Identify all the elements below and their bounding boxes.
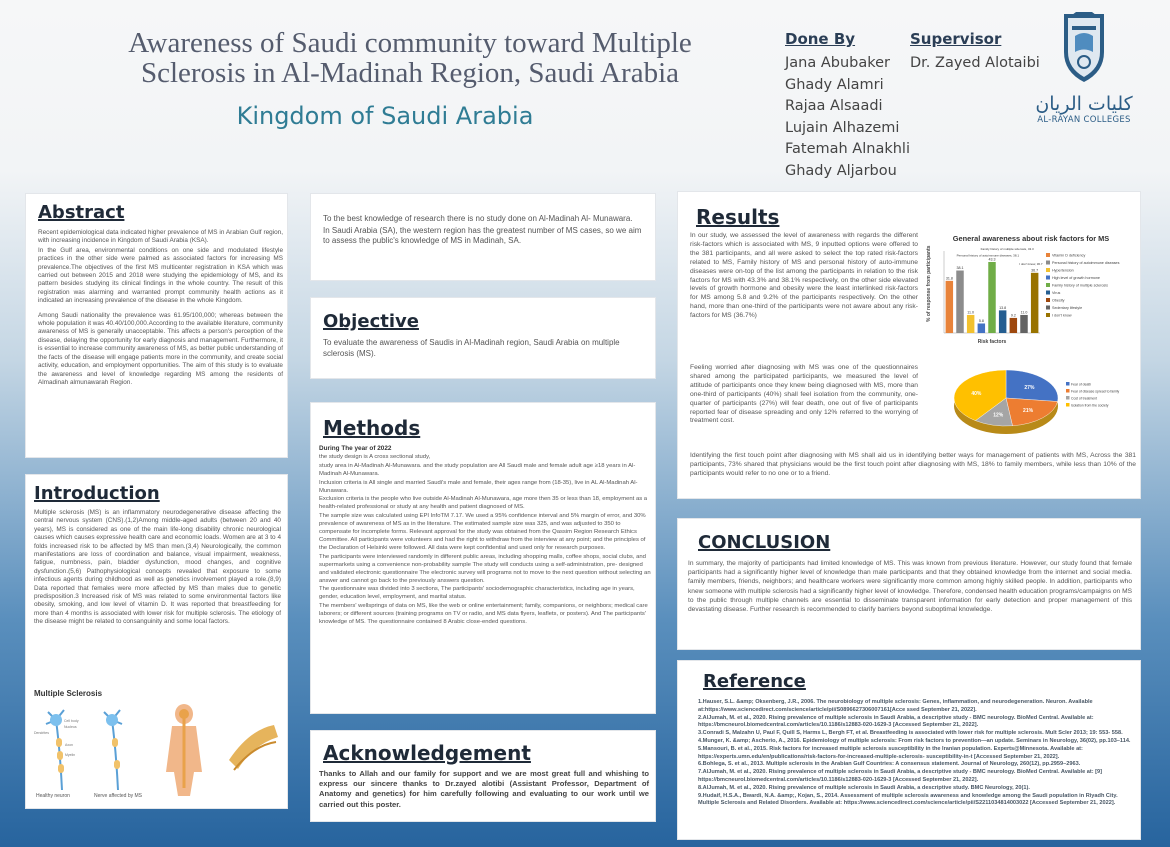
bar-annotation: I don't know, 36.7 bbox=[1019, 261, 1043, 266]
reference-item: 7.AlJumah, M. et al., 2020. Rising prevalence of multiple sclerosis in Saudi Arabia, a descriptive study - BMC neurology. BioMed Central. Available at: [9] https://bmcneurol.biomedcentral.com/articles/10.1186/s12883-020-1629-3 [Accessed September 21, 2022]. bbox=[698, 769, 1102, 783]
college-logo bbox=[1028, 8, 1140, 133]
reference-item: 3.Conradi S, Malzahn U, Paul F, Quill S, Harms L, Bergh FT, et al. Breastfeeding is associated with lower risk for multiple sclerosis. Mult Scler 2013; 19: 553- 558. bbox=[698, 730, 1123, 737]
results-heading: Results bbox=[696, 205, 780, 229]
bar bbox=[1010, 318, 1017, 333]
bar-value-label: 9.2 bbox=[1010, 313, 1016, 318]
legend-swatch bbox=[1046, 276, 1050, 280]
legend-swatch bbox=[1066, 403, 1070, 407]
bar bbox=[956, 271, 963, 333]
legend-swatch bbox=[1046, 306, 1050, 310]
worry-pie-chart bbox=[926, 362, 1138, 444]
bar bbox=[988, 262, 995, 333]
introduction-panel bbox=[25, 474, 288, 809]
methods-text: During The year of 2022 the study design is A cross sectional study, study area in Al-Madinah Al-Munawara. and the study population are All Saudi male and female adult age ≥18 years in Al-Madinah Al-Munawara. Inclusion criteria is All single and married Saudi's male and female, their ages range from (18-35), live in AL Al-Madinah Al-Munawara. Exclusion criteria is the people who live outside Al-Madinah Al-Munawara, age more then 35 or less than 18, employment as a health-related professional or study at any health and patient diagnosed of MS. The sample size was calculated using EPI InfoTM 7.17. We used a 95% confidence interval and 5% margin of error, and 30% prevalence of awareness of MS as in the literature. The estimated sample size was 325, and was adjusted to 350 to compensate for incomplete forms. Relevant approval for the study was obtained from the Qassim Region Research Ethics Committee. All participants were volunteers and had the right to withdraw from the interview at any point; and the principles of the Declaration of Helsinki were followed. All data were kept confidential and used only for research purposes. The participants were interviewed randomly in different public areas, including shopping malls, coffee shops, social clubs, and supermarkets using a convenience non-probability sample The study will conducts using a self-administration, pre- designed and validated electronic questionnaire The electronic survey will programs not to move to the next question without selecting an answer and cannot go back to the previously answers question. The questionnaire was divided into 3 sections, The participants' sociodemographic characteristics, including age in years, gender, education level, employment, and marital status. The members' wellsprings of data on MS, like the web or online entertainment; family, companions, or neighbors; medical care laborers; or different sources (training programs on TV or radio, and MS data flyers, leaflets, or posters). And The participants' knowledge of MS. The questionnaire contained 8 Arabic close-ended questions. bbox=[319, 445, 651, 626]
bar-value-label: 31.8 bbox=[945, 276, 953, 281]
reference-list bbox=[698, 699, 1134, 808]
reference-item: 6.Bohlega, S. et al., 2013. Multiple sclerosis in the Arabian Gulf Countries: A consensus statement. Journal of Neurology, 260(12), pp.2959–2963. bbox=[698, 761, 1081, 768]
acknowledgement-heading: Acknowledgement bbox=[323, 741, 531, 765]
fig-label-affected: Nerve affected by MS bbox=[94, 793, 142, 799]
results-text-2: Feeling worried after diagnosing with MS was one of the questionnaires shared among the participated participants, we measured the level of attitude of participants once they knew being diagnosed with MS, more than one-third of participants (40%) shall feel isolation from the community, one-quarter of participants (27%) will fear death, one out of five of participants reported fear of disease spreading and only 12% referred to the worrying of treatment cost. bbox=[690, 364, 918, 425]
results-text-3: Identifying the first touch point after diagnosing with MS shall aid us in identifying better ways for management of patients with MS, Across the 381 participants, 73% shared that physicians would be the first touch point after diagnosing with MS, 18% to family members, while less than 10% of the participants would refer to no one or to a friend. bbox=[690, 452, 1136, 477]
legend-swatch bbox=[1066, 396, 1070, 400]
legend-swatch bbox=[1046, 261, 1050, 265]
abstract-text: Recent epidemiological data indicated higher prevalence of MS in Arabian Gulf region, with increasing incidence in Kingdom of Saudi Arabia (KSA). In the Gulf area, environmental conditions on one side and modulated lifestyle practices in the other side were palmed as associated factors for increasing MS prevalence.The objectives of the first MS multicenter registration in KSA which was carried out between 2015 and 2018 were studying the epidemiology of MS, and its pattern besides studying its clinical findings in the whole country. The result of this registration was alarming and warranted prompt community health actions as it indicated an increasing prevalence of the disease in the whole Kingdom. Among Saudi nationality the prevalence was 61.95/100,000; whereas between the whole population it was 40.40/100,000.According to the available literature, community awareness of MS is generally unacceptable. This affects a person's perception of the disease, delaying the opportunity for early diagnosis and management. Furthermore, it is essential to increase community awareness of MS, as better public understanding of the facts of the disease will engage patients more in the community, and create social activity, education, and employment opportunities. The aim of this study is to evaluate the awareness and level of knowledge regarding MS among the residents of Almadinah almunawarah Region. bbox=[38, 229, 283, 386]
legend-label: Vitamin D deficiency bbox=[1052, 253, 1086, 258]
bar-value-label: 11.0 bbox=[967, 310, 975, 315]
risk-factors-bar-chart bbox=[922, 245, 1140, 357]
introduction-text: Multiple sclerosis (MS) is an inflammatory neurodegenerative disease affecting the central nervous system (CNS).(1,2)Among middle-aged adults (between 20 and 40 years), MS is considered as one of the main life-long disability chronic neurological causes which causes expressive health care and economic loads. Women are at 3 to 4 folds increased risk to be affected by MS than men.(3,4) Neurologically, the common manifestations are loss of coordination and balance, visual impairment, weakness, fatigue, numbness, pain, bladder dysfunction, mood changes, and cognitive dysfunction.(5,6) Pathophysiological concepts revealed that exposure to some infectious agents during childhood as well as genetics involvement played a role.(8,9) Data reported that females were more affected by MS than males due to genetic predisposition.3 Increased risk of MS was related to some environmental factors like obesity, smoking, and low level of vitamin D. It was reported that breastfeeding for more than 4 months is associated with lower risk for multiple sclerosis. The etiology of the disease might be related to consanguinity and some local factors. bbox=[34, 509, 281, 626]
objective-heading: Objective bbox=[323, 311, 419, 332]
x-axis-label: Risk factors bbox=[977, 339, 1007, 345]
poster-title: Awareness of Saudi community toward Multiple Sclerosis in Al-Madinah Region, Saudi Arabia bbox=[128, 27, 692, 89]
authors-list bbox=[785, 53, 910, 182]
legend-label: Sedentary lifestyle bbox=[1052, 306, 1083, 311]
supervisor-block bbox=[910, 30, 1040, 75]
author-name: Ghady Alamri bbox=[785, 76, 884, 93]
conclusion-text: In summary, the majority of participants had limited knowledge of MS. This was known from previous literature. However, our study found that female participants had a significantly higher level of knowledge than male participants and that they obtained knowledge from the internet and social media. family members, friends, neighbors; and healthcare workers were significantly more common among highly skilled people. In addition, participants who knew someone with multiple sclerosis had a significantly higher level of knowledge. Therefore, condensed health education programs/campaigns on MS to the public through multiple channels are essential to disseminate transparent information for early detection and proper management of this devastating disease. Further research is recommended to clarify barriers beyond suboptimal knowledge. bbox=[688, 560, 1132, 614]
logo-arabic-text: كليات الريان bbox=[1035, 93, 1133, 115]
bar-value-label: 38.1 bbox=[956, 266, 964, 271]
legend-label: Isolation from the society bbox=[1071, 403, 1109, 408]
reference-item: 9.Hudaif, H.S.A., Bwardi, N.A. &amp;, Kojan, S., 2014. Assessment of multiple sclerosis awareness and knowledge among the Saudi population in Riyadh City. Multiple Sclerosis and Related Disorders. Available at: https://www.sciencedirect.com/science/article/pii/S2211034814003022 [Accessed September 21, 2022]. bbox=[698, 792, 1118, 807]
supervisor-name: Dr. Zayed Alotaibi bbox=[910, 55, 1040, 71]
legend-swatch bbox=[1046, 283, 1050, 287]
legend-label: High level of growth hormone bbox=[1052, 276, 1100, 281]
legend-swatch bbox=[1066, 389, 1070, 393]
legend-swatch bbox=[1046, 253, 1050, 257]
bar bbox=[967, 315, 974, 333]
legend-label: Fear of death bbox=[1071, 382, 1092, 387]
bar bbox=[946, 281, 953, 333]
done-by-heading: Done By bbox=[785, 30, 856, 48]
introduction-heading: Introduction bbox=[34, 483, 160, 504]
legend-label: Personal history of autoimmune diseases bbox=[1052, 261, 1120, 266]
svg-text:Dendrites: Dendrites bbox=[34, 731, 49, 735]
author-name: Jana Abubaker bbox=[785, 55, 891, 71]
abstract-panel bbox=[25, 193, 288, 458]
college-shield-icon bbox=[1028, 8, 1140, 88]
supervisor-heading: Supervisor bbox=[910, 30, 1002, 48]
results-text-1: In our study, we assessed the level of awareness with regards the different risk-factors which is associated with MS, 9 inputted options were offered to the 381 participants, and all were asked to select the top rated risk-factors related to MS, Family history of MS and personal history of auto-immune diseases were on-top of the list among the participants in relation to the risk factors for MS with 43.3% and 38.1% respectively, on the other side elevated levels of growth hormone and obesity were the least interlinked risk-factors for MS among 5.8 and 9.2% of the participants respectively. On the other hand, more than one-third of the participants were not aware about any risk-factors for MS (36.7%) bbox=[690, 232, 918, 320]
y-axis-label: % of response from participants bbox=[926, 245, 932, 322]
reference-item: 4.Munger, K. &amp; Ascherio, A., 2016. Epidemiology of multiple sclerosis: From risk factors to prevention—an update. Seminars in Neurology, 36(02), pp.103–114. bbox=[698, 737, 1131, 744]
objective-text: To evaluate the awareness of Saudis in Al-Madinah region, Saudi Arabia on multiple sclerosis (MS). bbox=[323, 338, 620, 358]
svg-text:Axon: Axon bbox=[65, 743, 73, 747]
methods-heading: Methods bbox=[323, 416, 421, 440]
bar-value-label: 5.8 bbox=[978, 318, 984, 323]
author-name: Fatemah Alnakhli bbox=[785, 141, 910, 157]
legend-swatch bbox=[1046, 291, 1050, 295]
acknowledgement-text: Thanks to Allah and our family for support and we are most great full and whishing to express our sincere thanks to Dr.zayed alotibi (Assistant Professor, Department of Anatomy and genetics) for him carefully following and evaluating to our work until we carried out this poster. bbox=[319, 769, 649, 809]
legend-label: Hypertension bbox=[1052, 268, 1074, 273]
bar bbox=[1020, 315, 1027, 333]
pie-label: 21% bbox=[1023, 407, 1034, 414]
figure-title: Multiple Sclerosis bbox=[34, 689, 103, 698]
reference-item: 1.Hauser, S.L. &amp; Oksenberg, J.R., 2006. The neurobiology of multiple sclerosis: Genes, inflammation, and neurodegeneration. Neuron. Available at:https://www.sciencedirect.com/science/article/pii/S0896627306007161[Acce ssed September 21, 2022]. bbox=[698, 699, 1093, 713]
bar bbox=[978, 323, 985, 333]
legend-swatch bbox=[1046, 298, 1050, 302]
reference-item: 2.AlJumah, M. et al., 2020. Rising prevalence of multiple sclerosis in Saudi Arabia, a descriptive study - BMC neurology. BioMed Central. Available at: https://bmcneurol.biomedcentral.com/articles/10.1186/s12883-020-1629-3 [Accessed September 21, 2022]. bbox=[698, 714, 1094, 729]
acknowledgement-panel bbox=[310, 730, 656, 822]
bar-value-label: 36.7 bbox=[1031, 268, 1039, 273]
author-name: Rajaa Alsaadi bbox=[785, 98, 883, 114]
study-gap-text: To the best knowledge of research there is no study done on Al-Madinah Al- Munawara. In Saudi Arabia (SA), the western region has the greatest number of MS cases, so we aim to assess the public's knowledge of MS in Madinah, SA. bbox=[323, 214, 642, 245]
bar-value-label: 13.8 bbox=[999, 305, 1007, 310]
study-gap-panel bbox=[310, 193, 656, 281]
fig-label-healthy: Healthy neuron bbox=[36, 793, 70, 799]
bar bbox=[999, 310, 1006, 333]
legend-swatch bbox=[1046, 313, 1050, 317]
conclusion-panel bbox=[677, 518, 1141, 650]
bar bbox=[1031, 273, 1038, 333]
reference-panel bbox=[677, 660, 1141, 840]
legend-label: Fear of disease spread to family bbox=[1071, 389, 1120, 394]
results-panel bbox=[677, 191, 1141, 499]
svg-text:Myelin: Myelin bbox=[65, 753, 76, 757]
bar-annotation: Personal history of autoimmune diseases, 38.1 bbox=[956, 253, 1020, 258]
legend-label: I don't know bbox=[1052, 313, 1072, 318]
legend-label: Cost of treatment bbox=[1071, 396, 1098, 401]
pie-label: 40% bbox=[971, 390, 982, 397]
logo-english-text: AL-RAYAN COLLEGES bbox=[1037, 115, 1131, 125]
svg-text:Nucleus: Nucleus bbox=[64, 725, 77, 729]
bar-annotation: Family history of multiple sclerosis, 43.3 bbox=[980, 246, 1034, 251]
legend-label: Obesity bbox=[1052, 298, 1065, 303]
bar-chart-title: General awareness about risk factors for MS bbox=[952, 234, 1110, 243]
bar-value-label: 43.3 bbox=[988, 257, 996, 262]
reference-heading: Reference bbox=[703, 671, 806, 692]
methods-panel bbox=[310, 402, 656, 714]
legend-swatch bbox=[1066, 382, 1070, 386]
svg-text:Cell body: Cell body bbox=[64, 719, 79, 723]
poster-subtitle: Kingdom of Saudi Arabia bbox=[236, 102, 534, 130]
legend-label: Virus bbox=[1052, 291, 1061, 296]
objective-panel bbox=[310, 297, 656, 379]
reference-item: 5.Mansouri, B. et al., 2015. Risk factors for increased multiple sclerosis susceptibility in the Iranian population. Experts@Minnesota. Available at: https://experts.umn.edu/en/publications/risk-factors-for-increased-multiple-sclerosis- susceptibility-in-t [Accessed September 21, 2022]. bbox=[698, 745, 1083, 760]
pie-label: 27% bbox=[1024, 384, 1035, 391]
done-by-block bbox=[785, 30, 910, 182]
ms-neuron-illustration bbox=[34, 700, 284, 800]
legend-label: Family history of multiple sclerosis bbox=[1052, 283, 1108, 288]
author-name: Ghady Aljarbou bbox=[785, 162, 897, 179]
abstract-heading: Abstract bbox=[38, 202, 125, 223]
reference-item: 8.AlJumah, M. et al., 2020. Rising prevalence of multiple sclerosis in Saudi Arabia, a descriptive study. BMC Neurology, 20(1). bbox=[698, 784, 1030, 791]
pie-label: 12% bbox=[993, 412, 1004, 419]
author-name: Lujain Alhazemi bbox=[785, 119, 900, 136]
conclusion-heading: CONCLUSION bbox=[698, 532, 831, 553]
bar-value-label: 11.0 bbox=[1020, 310, 1028, 315]
legend-swatch bbox=[1046, 268, 1050, 272]
